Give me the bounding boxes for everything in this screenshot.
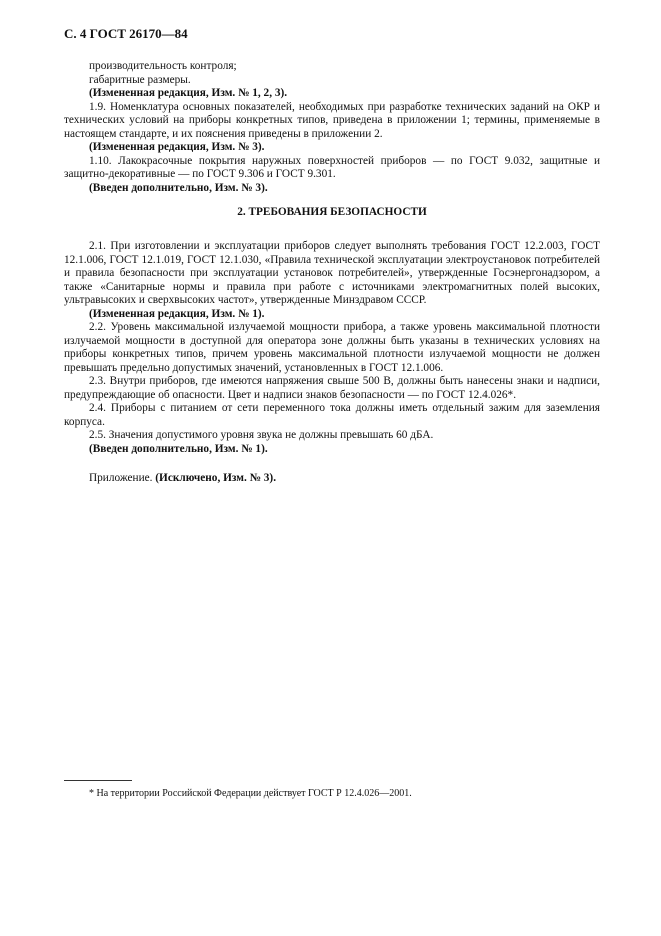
appendix-note xyxy=(89,472,276,484)
section-2-title: 2. ТРЕБОВАНИЯ БЕЗОПАСНОСТИ xyxy=(237,206,427,218)
intro-line-1: производительность контроля; xyxy=(89,60,237,72)
intro-amendment-1: (Измененная редакция, Изм. № 1, 2, 3). xyxy=(89,87,288,99)
intro-block xyxy=(64,60,600,195)
intro-amendment-3: (Введен дополнительно, Изм. № 3). xyxy=(89,181,268,194)
intro-amendment-2: (Измененная редакция, Изм. № 3). xyxy=(89,141,265,153)
clause-2-3: 2.3. Внутри приборов, где имеются напряжения свыше 500 В, должны быть нанесены знаки и надписи, предупреждающие об опасности. Цвет и надписи знаков безопасности — по ГОСТ 12.4.026*. xyxy=(64,375,600,401)
appendix-label: Приложение. xyxy=(89,472,153,484)
section-2-body xyxy=(64,240,600,456)
footnote-divider xyxy=(64,780,132,781)
page-header: С. 4 ГОСТ 26170—84 xyxy=(64,26,188,41)
clause-2-4: 2.4. Приборы с питанием от сети переменного тока должны иметь отдельный зажим для заземления корпуса. xyxy=(64,402,600,428)
section2-amendment-1: (Измененная редакция, Изм. № 1). xyxy=(89,307,265,320)
clause-2-2: 2.2. Уровень максимальной излучаемой мощности прибора, а также уровень максимальной плотности излучаемой мощности в доступной для оператора зоне должны быть указаны в технических условиях на приборы конкретных типов, причем уровень максимальной плотности излучаемой мощности не должен превышать предельно допустимых значений, установленных в ГОСТ 12.1.006. xyxy=(64,321,600,374)
appendix-status: (Исключено, Изм. № 3). xyxy=(155,472,277,484)
clause-1-10: 1.10. Лакокрасочные покрытия наружных поверхностей приборов — по ГОСТ 9.032, защитные и защитно-декоративные — по ГОСТ 9.306 и ГОСТ 9.301. xyxy=(64,154,600,180)
section2-amendment-2: (Введен дополнительно, Изм. № 1). xyxy=(89,442,268,455)
footnote: * На территории Российской Федерации действует ГОСТ Р 12.4.026—2001. xyxy=(89,788,412,799)
clause-2-1: 2.1. При изготовлении и эксплуатации приборов следует выполнять требования ГОСТ 12.2.003, ГОСТ 12.1.006, ГОСТ 12.1.019, ГОСТ 12.1.030, «Правила технической эксплуатации электроустановок потребителей и правила безопасности при эксплуатации установок потребителей», утвержденные Госэнергонадзором, а также «Санитарные нормы и правила при работе с источниками электромагнитных полей высоких, ультравысоких и сверхвысоких частот», утвержденные Минздравом СССР. xyxy=(64,240,600,306)
clause-2-5: 2.5. Значения допустимого уровня звука не должны превышать 60 дБА. xyxy=(89,429,434,441)
clause-1-9: 1.9. Номенклатура основных показателей, необходимых при разработке технических заданий на ОКР и технических условий на приборы конкретных типов, приведена в приложении 1; термины, применяемые в настоящем стандарте, и их пояснения приведены в приложении 2. xyxy=(64,100,600,140)
intro-line-2: габаритные размеры. xyxy=(89,73,191,86)
